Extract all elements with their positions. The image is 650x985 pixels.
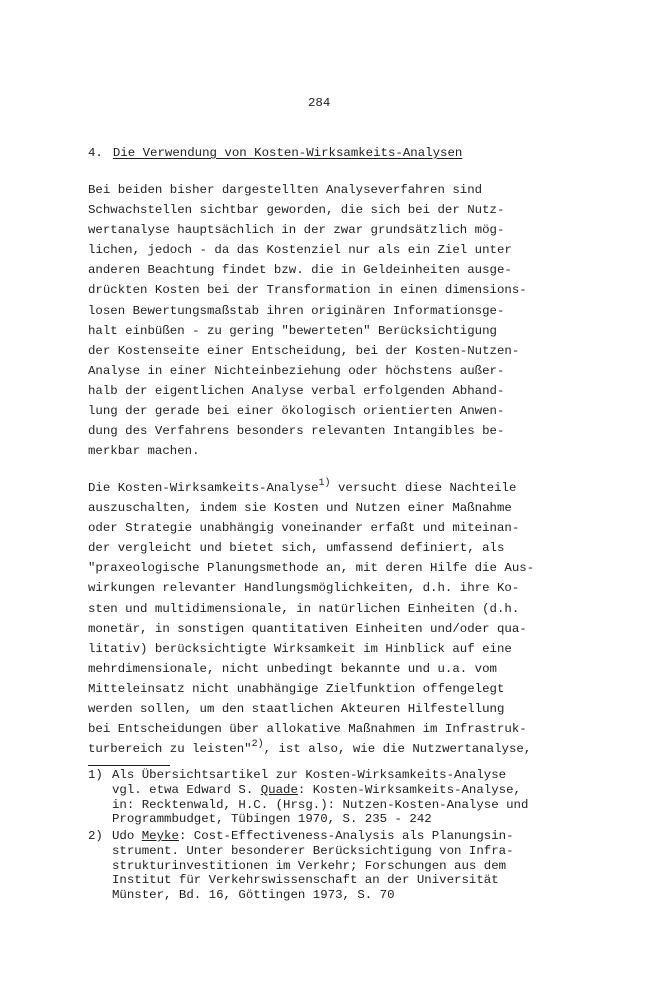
footnote-divider <box>88 765 170 766</box>
section-number: 4. <box>88 146 103 160</box>
text-line: drückten Kosten bei der Transformation in einen dimensions- <box>88 283 527 298</box>
text-line: Bei beiden bisher dargestellten Analyseverfahren sind <box>88 183 483 197</box>
section-heading <box>88 146 462 160</box>
text-span: , ist also, wie die Nutzwertanalyse, <box>263 742 532 757</box>
footnote-line <box>88 783 568 798</box>
author-name: Quade <box>260 782 298 797</box>
text-line <box>88 739 568 759</box>
text-line: wertanalyse hauptsächlich in der zwar grundsätzlich mög- <box>88 223 505 238</box>
text-line: auszuschalten, indem sie Kosten und Nutzen einer Maßnahme <box>88 501 512 516</box>
text-line: mehrdimensionale, nicht unbedingt bekannte und u.a. vom <box>88 661 497 676</box>
text-span: Münster, Bd. 16, Göttingen 1973, S. 70 <box>112 888 395 903</box>
text-span: Udo <box>112 829 142 843</box>
text-line: Schwachstellen sichtbar geworden, die sich bei der Nutz- <box>88 203 505 218</box>
footnote-line <box>88 768 568 783</box>
footnote-line <box>88 859 568 874</box>
text-line: dung des Verfahrens besonders relevanten Intangibles be- <box>88 424 505 439</box>
footnote-line <box>88 798 568 813</box>
text-span: Institut für Verkehrswissenschaft an der Universität <box>112 873 499 888</box>
text-line: lichen, jedoch - da das Kostenziel nur als ein Ziel unter <box>88 243 512 258</box>
text-line: Mitteleinsatz nicht unabhängige Zielfunktion offengelegt <box>88 681 505 696</box>
text-line: Analyse in einer Nichteinbeziehung oder höchstens außer- <box>88 363 505 378</box>
footnote-ref-1: 1) <box>318 478 331 489</box>
text-line: merkbar machen. <box>88 444 200 459</box>
text-line: wirkungen relevanter Handlungsmöglichkeiten, d.h. ihre Ko- <box>88 581 520 596</box>
text-span: versucht diese Nachteile <box>330 481 517 495</box>
text-line: halb der eigentlichen Analyse verbal erfolgenden Abhand- <box>88 383 505 398</box>
text-span: turbereich zu leisten" <box>88 742 252 757</box>
footnote-ref-2: 2) <box>251 739 264 751</box>
text-span: Die Kosten-Wirksamkeits-Analyse <box>88 481 319 495</box>
text-span: in: Recktenwald, H.C. (Hrsg.): Nutzen-Kosten-Analyse und <box>112 797 529 812</box>
text-line: oder Strategie unabhängig voneinander erfaßt und miteinan- <box>88 521 520 536</box>
footnote-1 <box>88 768 568 827</box>
footnote-line <box>88 829 568 844</box>
text-line: halt einbüßen - zu gering "bewerteten" Berücksichtigung <box>88 323 497 338</box>
text-line: der vergleicht und bietet sich, umfassend definiert, als <box>88 541 505 556</box>
text-line: lung der gerade bei einer ökologisch orientierten Anwen- <box>88 404 505 419</box>
author-name: Meyke <box>141 829 179 843</box>
text-line: bei Entscheidungen über allokative Maßnahmen im Infrastruk- <box>88 722 527 737</box>
text-line: werden sollen, um den staatlichen Akteuren Hilfestellung <box>88 702 505 717</box>
footnote-marker: 2) <box>88 829 103 843</box>
footnote-line <box>88 812 568 827</box>
text-span: Programmbudget, Tübingen 1970, S. 235 - 242 <box>112 812 432 827</box>
paragraph-1 <box>88 180 568 461</box>
text-line: monetär, in sonstigen quantitativen Einheiten und/oder qua- <box>88 621 527 636</box>
text-span: : Kosten-Wirksamkeits-Analyse, <box>297 782 521 797</box>
text-line: "praxeologische Planungsmethode an, mit deren Hilfe die Aus- <box>88 561 535 576</box>
page-number: 284 <box>308 96 331 110</box>
footnote-line <box>88 873 568 888</box>
text-line: litativ) berücksichtigte Wirksamkeit im Hinblick auf eine <box>88 641 512 656</box>
footnote-marker: 1) <box>88 768 103 782</box>
footnote-2 <box>88 829 568 903</box>
footnote-line <box>88 844 568 859</box>
paragraph-2 <box>88 478 568 759</box>
text-span: strument. Unter besonderer Berücksichtigung von Infra- <box>112 843 514 858</box>
text-span: vgl. etwa Edward S. <box>112 782 261 797</box>
text-span: strukturinvestitionen im Verkehr; Forschungen aus dem <box>112 858 507 873</box>
text-line: losen Bewertungsmaßstab ihren originären Informationsge- <box>88 303 505 318</box>
text-line: anderen Beachtung findet bzw. die in Geldeinheiten ausge- <box>88 263 512 278</box>
footnote-line <box>88 888 568 903</box>
section-title: Die Verwendung von Kosten-Wirksamkeits-Analysen <box>112 146 463 160</box>
text-line: sten und multidimensionale, in natürlichen Einheiten (d.h. <box>88 601 520 616</box>
text-span: Als Übersichtsartikel zur Kosten-Wirksamkeits-Analyse <box>112 768 507 782</box>
text-line: der Kostenseite einer Entscheidung, bei der Kosten-Nutzen- <box>88 343 520 358</box>
text-line <box>88 478 568 498</box>
text-span: : Cost-Effectiveness-Analysis als Planungsin- <box>178 829 514 843</box>
